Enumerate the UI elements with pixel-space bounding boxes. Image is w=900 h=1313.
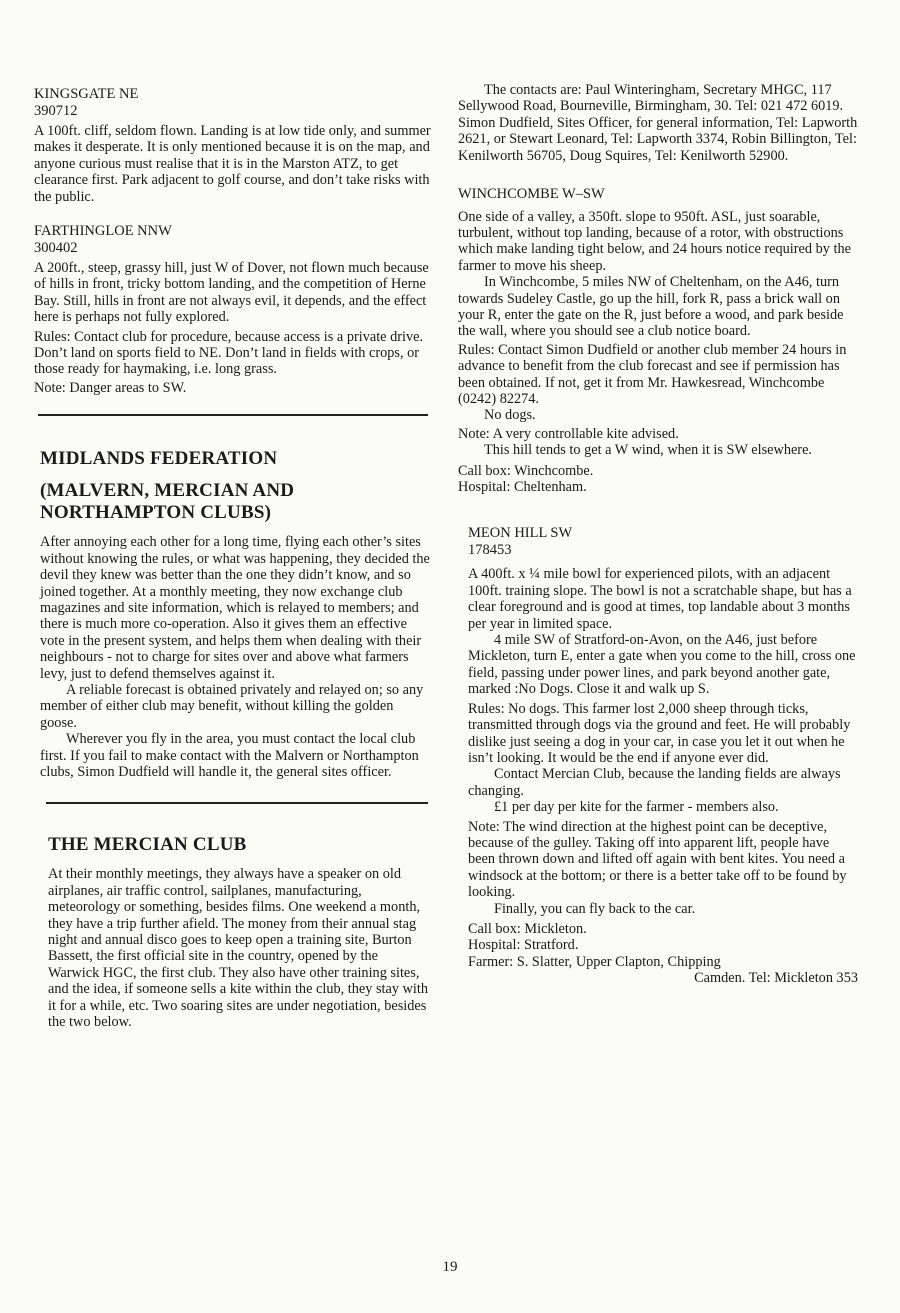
- right-column: [458, 82, 858, 987]
- farthingloe-ref: 300402: [34, 239, 78, 256]
- midlands-heading: MIDLANDS FEDERATION: [40, 448, 278, 470]
- farthingloe-heading: FARTHINGLOE NNW: [34, 223, 172, 240]
- kingsgate-ref: 390712: [34, 102, 78, 119]
- mercian-section: [34, 834, 432, 1030]
- meonhill-p5: Finally, you can fly back to the car.: [494, 900, 696, 917]
- meonhill-p1: A 400ft. x ¼ mile bowl for experienced pilots, with an adjacent 100ft. training slope. The bowl is not a scratchable shape, but has a clear foreground and is good at times, top landable about 3 months per year in limited space.: [468, 566, 852, 632]
- mercian-body: At their monthly meetings, they always have a speaker on old airplanes, air traffic control, sailplanes, manufacturing, meteorology or something, besides films. One weekend a month, they have a trip further afield. The money from their annual stag night and annual disco goes to keep open a training site, Burton Bassett, the first official site in the country, opened by the Warwick HGC, the first club. They also have other training sites, and the idea, if someone sells a kite within the club, they stay with it for a while, etc. Two soaring sites are under negotiation, besides the two below.: [48, 866, 428, 1031]
- note-label: Note:: [458, 425, 490, 442]
- meonhill-p3: Contact Mercian Club, because the landing fields are always changing.: [468, 766, 841, 799]
- winchcombe-p2: In Winchcombe, 5 miles NW of Cheltenham, on the A46, turn towards Sudeley Castle, go up the hill, fork R, pass a brick wall on your R, enter the gate on the R, just before a wood, and park beside the wall, where you should see a club notice board.: [458, 274, 844, 340]
- contacts-text: The contacts are: Paul Winteringham, Secretary MHGC, 117 Sellywood Road, Bourneville, Birmingham, 30. Tel: 021 472 6019. Simon Dudfield, Sites Officer, for general information, Tel: Lapworth 2621, or Stewart Leonard, Tel: Lapworth 3374, Robin Billington, Tel: Kenilworth 56705, Doug Squires, Tel: Kenilworth 52900.: [458, 82, 858, 164]
- winchcombe-note2: This hill tends to get a W wind, when it is SW elsewhere.: [484, 442, 812, 459]
- meonhill-farmer2: Camden. Tel: Mickleton 353: [694, 970, 858, 987]
- meonhill-p2: 4 mile SW of Stratford-on-Avon, on the A46, just before Mickleton, turn E, enter a gate when you come to the hill, cross one field, passing under power lines, and park beyond another gate, marked :No Dogs. Close it and walk up S.: [468, 632, 856, 698]
- meonhill-rules: [468, 701, 858, 767]
- midlands-p1: After annoying each other for a long time, flying each other’s sites without knowing the rules, or what was happening, they decided the devil they knew was better than the one they didn’t know, and so joined together. At a monthly meeting, they now exchange club magazines and site information, which is relayed to members; and there is much more co-operation. Also it gives them an effective vote in the present system, and helps them when dealing with their neighbours - not to charge for sites over and above what farmers levy, just to defend themselves against it.: [40, 534, 430, 682]
- meonhill-section: [458, 525, 858, 986]
- winchcombe-p1: One side of a valley, a 350ft. slope to 950ft. ASL, just soarable, turbulent, without top landing, because of a rotor, with obstructions which make landing tight below, and 24 hours notice required by the farmer to move his sheep.: [458, 208, 851, 274]
- midlands-p3: Wherever you fly in the area, you must contact the local club first. If you fail to make contact with the Malvern or Northampton clubs, Simon Dudfield will handle it, the general sites officer.: [40, 731, 419, 780]
- farthingloe-section: [34, 223, 432, 396]
- note-text: The wind direction at the highest point can be deceptive, because of the gulley. Taking off into apparent lift, people have been thrown down and lifted off again with bent kites. You need a windsock at the bottom; or there is a better take off to be found by looking.: [468, 818, 847, 901]
- winchcombe-nodogs: No dogs.: [484, 407, 536, 424]
- meonhill-p4: £1 per day per kite for the farmer - members also.: [494, 799, 779, 816]
- midlands-section: [34, 448, 432, 780]
- page-number: 19: [442, 1259, 458, 1275]
- rules-label: Rules:: [458, 341, 495, 358]
- meonhill-note: [468, 819, 858, 901]
- meonhill-heading: MEON HILL SW: [468, 525, 573, 542]
- rules-text: Contact Simon Dudfield or another club member 24 hours in advance to benefit from the club forecast and see if permission has been obtained. If not, get it from Mr. Hawkesread, Winchcombe (0242) 82274.: [458, 341, 847, 407]
- winchcombe-note: [458, 426, 858, 442]
- rules-text: Contact club for procedure, because access is a private drive. Don’t land on sports field to NE. Don’t land in fields with crops, or those ready for haymaking, i.e. long grass.: [34, 328, 424, 378]
- note-label: Note:: [468, 818, 500, 835]
- farthingloe-rules: [34, 329, 432, 378]
- meonhill-hospital: Hospital: Stratford.: [468, 937, 579, 954]
- left-column: [34, 86, 432, 1030]
- farthingloe-body: A 200ft., steep, grassy hill, just W of Dover, not flown much because of hills in front, tricky bottom landing, and the competition of Herne Bay. Still, hills in front are not always evil, it depends, and the effect here is perhaps not fully explored.: [34, 260, 429, 326]
- winchcombe-section: [458, 186, 858, 495]
- winchcombe-hospital: Hospital: Cheltenham.: [458, 479, 587, 496]
- meonhill-callbox: Call box: Mickleton.: [468, 920, 587, 937]
- midlands-subheading: (MALVERN, MERCIAN AND NORTHAMPTON CLUBS): [40, 480, 295, 524]
- note-text: A very controllable kite advised.: [492, 425, 679, 442]
- kingsgate-section: [34, 86, 432, 205]
- rules-label: Rules:: [34, 328, 71, 345]
- winchcombe-heading: WINCHCOMBE W–SW: [458, 186, 605, 203]
- note-label: Note:: [34, 379, 66, 396]
- winchcombe-callbox: Call box: Winchcombe.: [458, 462, 594, 479]
- note-text: Danger areas to SW.: [69, 379, 187, 396]
- kingsgate-body: A 100ft. cliff, seldom flown. Landing is at low tide only, and summer makes it desperate. It is only mentioned because it is on the map, and anyone curious must realise that it is in the Marston ATZ, to get clearance first. Park adjacent to golf course, and don’t take risks with the public.: [34, 123, 431, 205]
- meonhill-ref: 178453: [468, 541, 512, 558]
- meonhill-farmer: Farmer: S. Slatter, Upper Clapton, Chipping: [468, 953, 721, 970]
- rules-label: Rules:: [468, 700, 505, 717]
- farthingloe-note: [34, 380, 432, 396]
- winchcombe-rules: [458, 342, 858, 408]
- midlands-p2: A reliable forecast is obtained privately and relayed on; so any member of either club may benefit, without killing the golden goose.: [40, 681, 424, 731]
- mercian-heading: THE MERCIAN CLUB: [48, 834, 247, 856]
- kingsgate-heading: KINGSGATE NE: [34, 86, 139, 102]
- rules-text: No dogs. This farmer lost 2,000 sheep through ticks, transmitted through dogs via the ground and feet. He will probably dislike just seeing a dog in your car, in case you let it out when he isn’t looking. It would be the end if anyone ever did.: [468, 700, 851, 766]
